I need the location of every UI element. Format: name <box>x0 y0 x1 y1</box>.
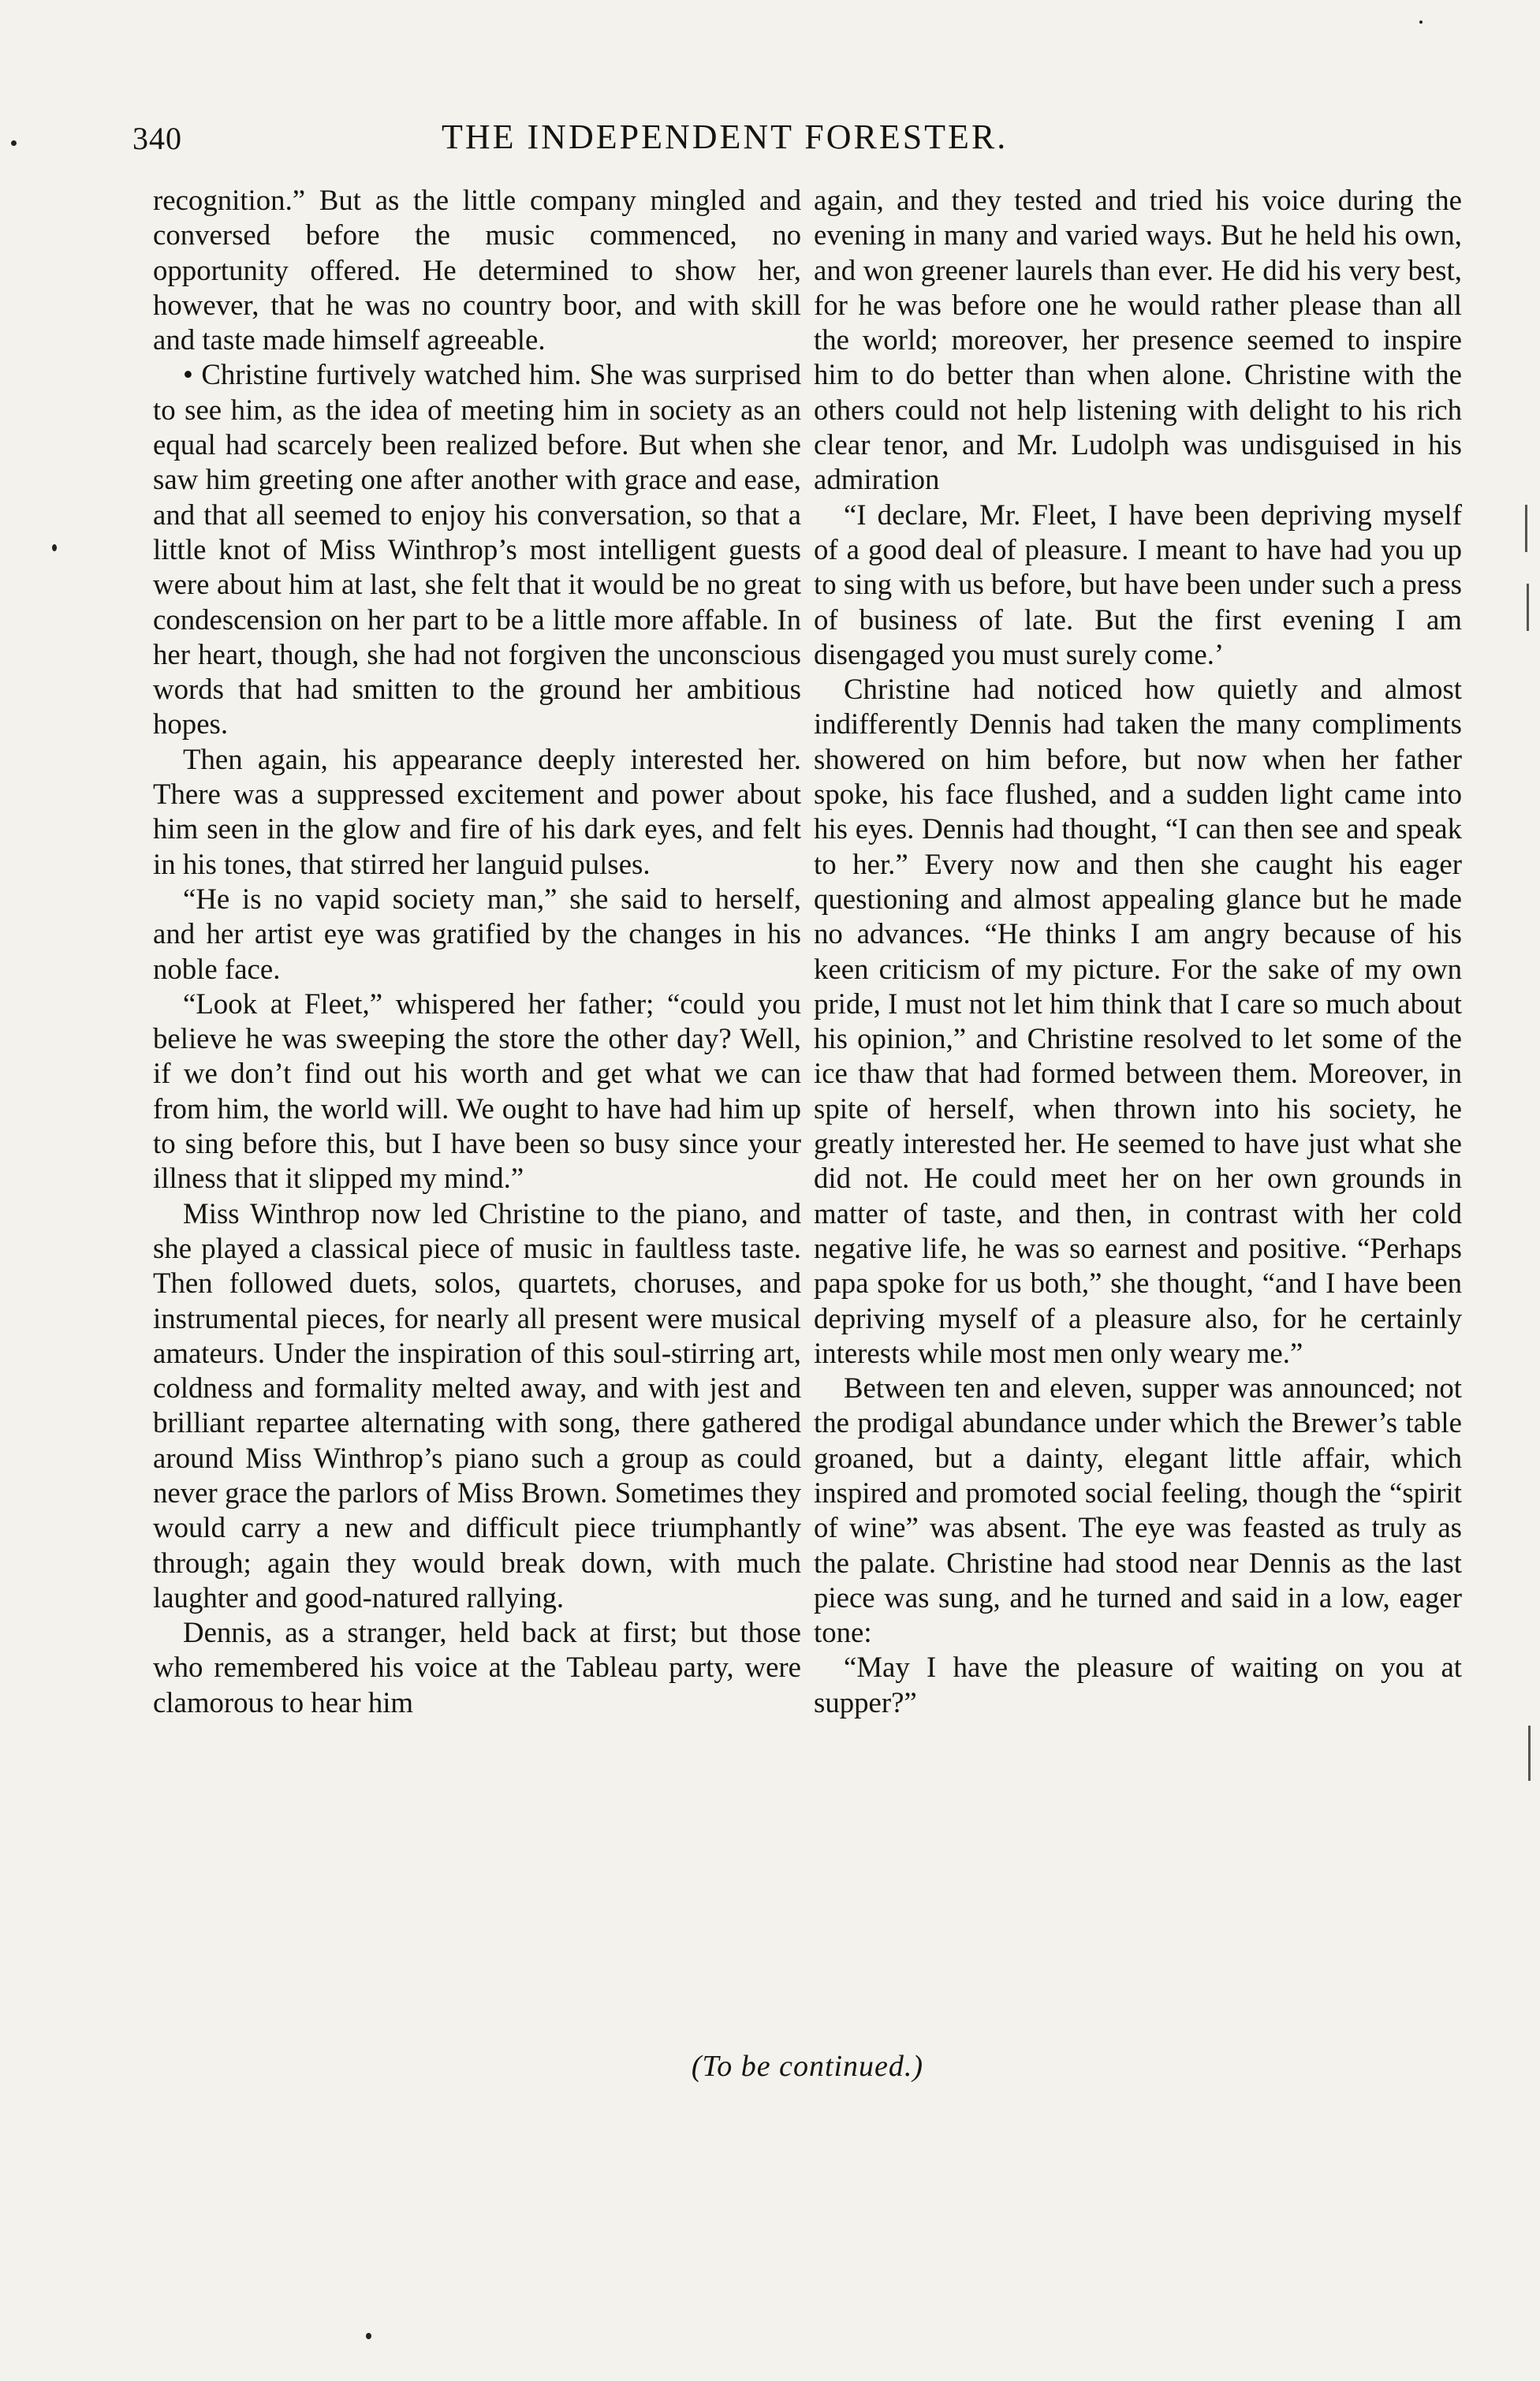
right-column <box>814 183 1462 1720</box>
paragraph: Christine had noticed how quietly and almost indifferently Dennis had taken the many compliments showered on him before, but now when her father spoke, his face flushed, and a sudden light came into his eyes. Dennis had thought, “I can then see and speak to her.” Every now and then she caught his eager questioning and almost appealing glance but he made no advances. “He thinks I am angry because of his keen criticism of my picture. For the sake of my own pride, I must not let him think that I care so much about his opinion,” and Christine resolved to let some of the ice thaw that had formed between them. Moreover, in spite of herself, when thrown into his society, he greatly interested her. He seemed to have just what she did not. He could meet her on her own grounds in matter of taste, and then, in contrast with her cold negative life, he was so earnest and positive. “Perhaps papa spoke for us both,” she thought, “and I have been depriving myself of a pleasure also, for he certainly interests while most men only weary me.” <box>814 673 1462 1369</box>
to-be-continued-text: (To be continued.) <box>691 2050 924 2083</box>
paragraph: • Christine furtively watched him. She was surprised to see him, as the idea of meeting him in society as an equal had scarcely been realized before. But when she saw him greeting one after another with grace and ease, and that all seemed to enjoy his conversation, so that a little knot of Miss Winthrop’s most intelligent guests were about him at last, she felt that it would be no great condescension on her part to be a little more affable. In her heart, though, she had not forgiven the unconscious words that had smitten to the ground her ambitious hopes. <box>153 358 801 741</box>
paragraph: recognition.” But as the little company mingled and conversed before the music commenced, no opportunity offered. He determined to show her, however, that he was no country boor, and with skill and taste made himself agreeable. <box>153 184 801 356</box>
paragraph: Then again, his appearance deeply interested her. There was a suppressed excitement and power about him seen in the glow and fire of his dark eyes, and felt in his tones, that stirred her languid pulses. <box>153 742 801 880</box>
scan-speck <box>52 544 57 551</box>
left-column <box>153 183 801 1720</box>
to-be-continued-note <box>0 2049 1540 2084</box>
running-head-title: THE INDEPENDENT FORESTER. <box>442 118 1009 156</box>
paragraph: “Look at Fleet,” whispered her father; “could you believe he was sweeping the store the other day? Well, if we don’t find out his worth and get what we can from him, the world will. We ought to have had him up to sing before this, but I have been so busy since your illness that it slipped my mind.” <box>153 987 801 1195</box>
page-number: 340 <box>132 121 182 156</box>
paragraph: “May I have the pleasure of waiting on you at supper?” <box>814 1651 1462 1719</box>
scan-speck <box>366 2333 371 2339</box>
scan-edge-mark <box>1525 505 1527 552</box>
paragraph: Dennis, as a stranger, held back at first; but those who remembered his voice at the Tableau party, were clamorous to hear him <box>153 1616 801 1719</box>
scan-edge-mark <box>1527 584 1529 631</box>
paragraph: “I declare, Mr. Fleet, I have been depriving myself of a good deal of pleasure. I meant to have had you up to sing with us before, but have been under such a press of business of late. But the first evening I am disengaged you must surely come.’ <box>814 498 1462 670</box>
paragraph: Miss Winthrop now led Christine to the piano, and she played a classical piece of music in faultless taste. Then followed duets, solos, quartets, choruses, and instrumental pieces, for nearly all present were musical amateurs. Under the inspiration of this soul-stirring art, coldness and formality melted away, and with jest and brilliant repartee alternating with song, there gathered around Miss Winthrop’s piano such a group as could never grace the parlors of Miss Brown. Sometimes they would carry a new and difficult piece triumphantly through; again they would break down, with much laughter and good-natured rallying. <box>153 1196 801 1614</box>
scan-speck <box>11 140 17 146</box>
paragraph: Between ten and eleven, supper was announced; not the prodigal abundance under which the Brewer’s table groaned, but a dainty, elegant little affair, which inspired and promoted social feeling, though the “spirit of wine” was absent. The eye was feasted as truly as the palate. Christine had stood near Dennis as the last piece was sung, and he turned and said in a low, eager tone: <box>814 1372 1462 1649</box>
scan-edge-mark <box>1528 1726 1531 1781</box>
scan-speck <box>1419 21 1423 24</box>
paragraph: again, and they tested and tried his voice during the evening in many and varied ways. But he held his own, and won greener laurels than ever. He did his very best, for he was before one he would rather please than all the world; moreover, her presence seemed to inspire him to do better than when alone. Christine with the others could not help listening with delight to his rich clear tenor, and Mr. Ludolph was undisguised in his admiration <box>814 184 1462 496</box>
paragraph: “He is no vapid society man,” she said to herself, and her artist eye was gratified by the changes in his noble face. <box>153 882 801 985</box>
